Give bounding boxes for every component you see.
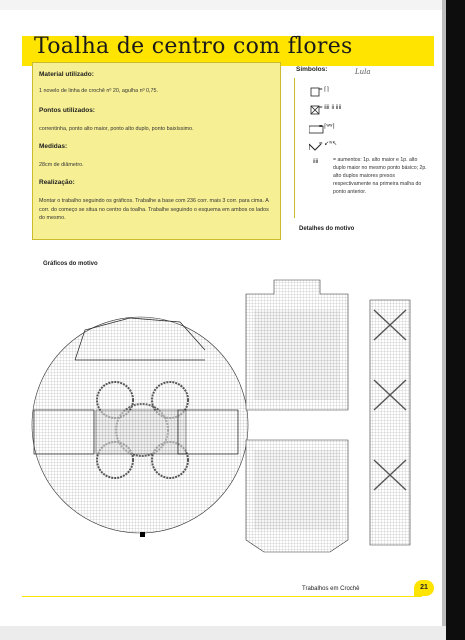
material-heading: Material utilizado: (39, 71, 94, 78)
instructions-box (32, 62, 281, 240)
symbol-row-4: = ↙ʷ↖ (319, 141, 338, 147)
realizacao-text: Montar o trabalho seguindo os gráficos. Trabalhe a base com 236 corr. mais 3 corr. para cima. A corr. do começo se situa no centro da toalha. Trabalhe seguindo o esquema em ambos os lados do mesmo. (39, 198, 269, 221)
detail-chart-lower (246, 440, 348, 552)
realizacao-heading: Realização: (39, 179, 75, 186)
medidas-text: 28cm de diâmetro. (39, 162, 84, 168)
symbols-heading: Símbolos: (296, 66, 328, 73)
crochet-charts (30, 270, 440, 570)
footer-rule (22, 596, 422, 597)
detail-chart-upper (246, 280, 348, 410)
page-binding-edge (446, 0, 465, 640)
increase-symbol-icon: ⅱⅱ (313, 159, 319, 165)
symbol-row-1: = ⌈⌉ (319, 87, 329, 93)
round-motif-chart (32, 317, 248, 537)
empty-square-icon (311, 88, 319, 96)
top-margin (0, 0, 446, 10)
symbols-legend (294, 78, 435, 218)
symbol-row-3: = ⌈ʷʷ⌉ (319, 124, 335, 130)
artist-signature: Lula (355, 68, 371, 76)
page-title: Toalha de centro com flores (34, 34, 353, 59)
material-text: 1 novelo de linha de crochê nº 20, agulha nº 0,75. (39, 88, 159, 94)
medidas-heading: Medidas: (39, 143, 68, 150)
pontos-heading: Pontos utilizados: (39, 107, 95, 114)
magazine-name: Trabalhos em Crochê (302, 586, 360, 592)
symbol-note: = aumentos: 1p. alto maior e 1p. alto duplo maior no mesmo ponto básico; 2p. alto duplos maiores presos respectivamente na primeira malha do ponto anterior. (333, 157, 427, 195)
pontos-text: correntinha, ponto alto maior, ponto alto duplo, ponto baixíssimo. (39, 126, 194, 132)
detail-label: Detalhes do motivo (299, 226, 355, 232)
detail-chart-narrow (370, 300, 410, 545)
symbol-row-2: = ⅱⅱ ⅱ ⅱⅱ (319, 105, 342, 111)
graph-label: Gráficos do motivo (43, 261, 98, 267)
bottom-margin (0, 626, 446, 640)
page-number: 21 (414, 580, 434, 596)
